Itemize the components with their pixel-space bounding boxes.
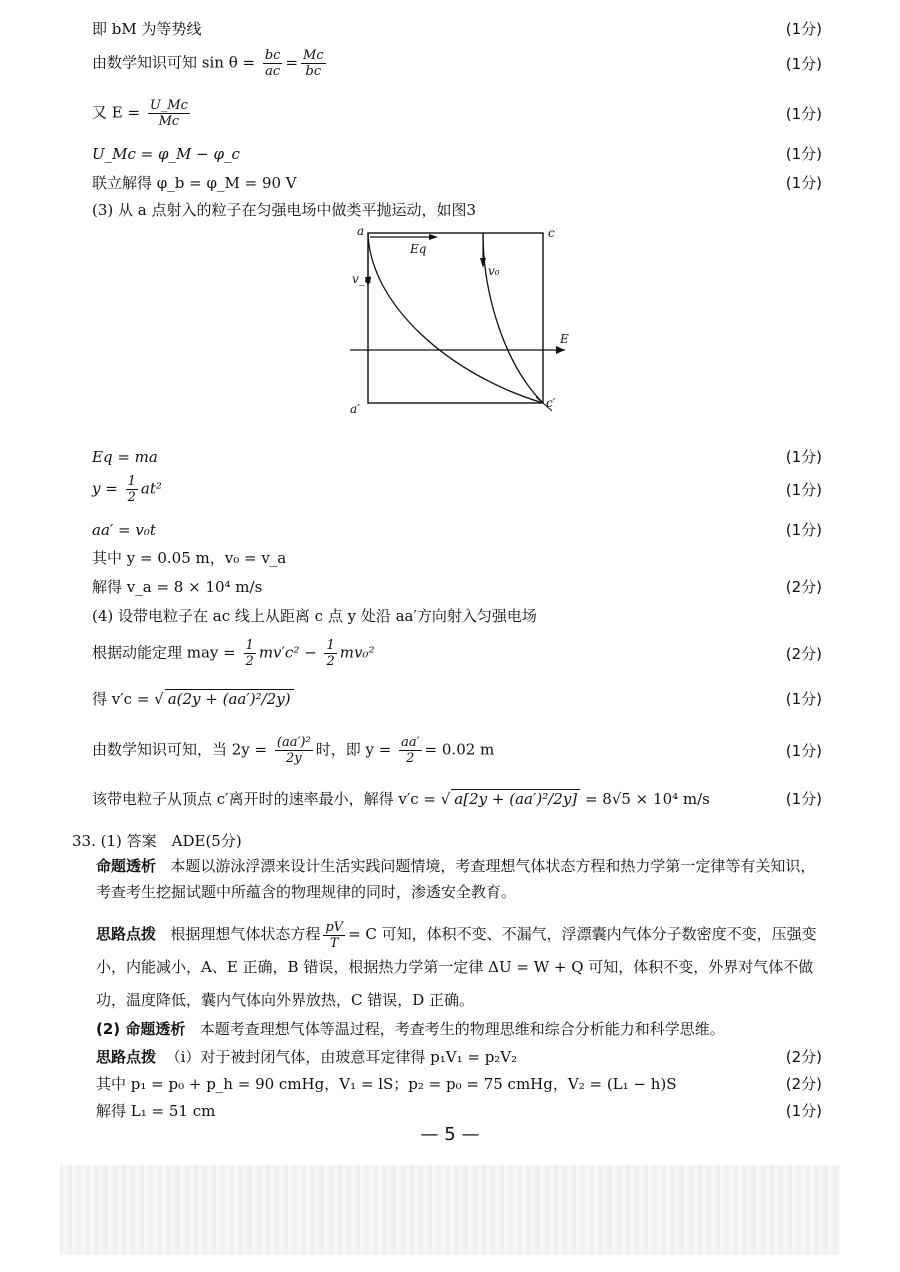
eq-prefix: 该带电粒子从顶点 c′离开时的速率最小，解得 v′c =	[92, 790, 436, 808]
denominator: 2	[326, 654, 335, 669]
label-e: E	[560, 332, 569, 346]
score: (1分)	[785, 105, 822, 123]
score: (1分)	[785, 742, 822, 760]
denominator: ac	[265, 64, 281, 79]
score: (1分)	[785, 521, 822, 539]
q33-analysis	[96, 853, 822, 905]
reasoning2-text: （ⅰ）对于被封闭气体，由玻意耳定律得 p₁V₁ = p₂V₂	[165, 1048, 518, 1066]
sqrt-content: a[2y + (aa′)²/2y]	[451, 789, 580, 808]
fraction	[323, 920, 345, 951]
eq-text	[96, 1046, 786, 1067]
fraction	[126, 474, 138, 505]
score: (1分)	[785, 174, 822, 192]
eq-text: 联立解得 φ_b = φ_M = 90 V	[92, 174, 297, 192]
reasoning-post: = C 可知，体积不变、不漏气，浮漂囊内气体分子数密度不变，压强变小，内能减小，A、E 正确，B 错误，根据热力学第一定律 ΔU = W + Q 可知，体积不变，外界对气体不做功，温度降低，囊内气体向外界放热，C 错误，D 正确。	[96, 925, 817, 1009]
score: (1分)	[785, 55, 822, 73]
score: (2分)	[785, 1075, 822, 1093]
eq-prefix: 由数学知识可知 sin θ =	[92, 53, 256, 72]
eq-text: aa′ = v₀t	[92, 520, 156, 539]
fraction	[324, 638, 336, 669]
eq-line-1	[92, 18, 822, 39]
eq-prefix: 得 v′c =	[92, 690, 150, 708]
numerator: (aa′)²	[276, 735, 311, 750]
denominator: 2	[245, 654, 254, 669]
eq-text: (3) 从 a 点射入的粒子在匀强电场中做类平抛运动，如图3	[92, 201, 477, 219]
reasoning-label: 思路点拨	[96, 925, 157, 943]
score: (2分)	[785, 645, 822, 663]
score: (1分)	[785, 448, 822, 466]
analysis-label: 命题透析	[96, 857, 157, 875]
eq-text: 即 bM 为等势线	[92, 20, 202, 38]
eq-line-3	[92, 98, 822, 129]
eq-line-15	[92, 735, 822, 766]
eq-text	[92, 474, 786, 505]
fraction	[301, 48, 326, 79]
eq-line-8	[92, 474, 822, 505]
eq-line-5	[92, 172, 822, 193]
eq-line-9	[92, 519, 822, 540]
numerator: pV	[325, 919, 344, 935]
numerator: U_Mc	[149, 98, 188, 113]
eq-line-4	[92, 143, 822, 164]
eq-text: 该带电粒子从顶点 c′离开时的速率最小，解得 v′c = √ a[2y + (aa′)²/2y] = 8√5 × 10⁴ m/s	[92, 790, 710, 808]
denominator: 2	[127, 490, 136, 505]
trajectory-from-top	[483, 233, 543, 403]
denominator: bc	[305, 64, 322, 79]
numerator: Mc	[303, 48, 324, 63]
numerator: aa′	[401, 735, 420, 750]
q33-line-32	[96, 1100, 822, 1121]
label-a: a	[357, 224, 365, 238]
numerator: 1	[326, 638, 335, 653]
denominator: T	[329, 935, 339, 951]
eq-suffix: at²	[140, 479, 162, 498]
e-axis-arrow	[556, 346, 565, 354]
sqrt-content: a(2y + (aa′)²/2y)	[165, 689, 294, 708]
eq-term: mv′c² −	[258, 643, 317, 662]
eq-text	[92, 638, 786, 669]
eq-line-13	[92, 638, 822, 669]
label-c: c	[548, 226, 555, 240]
field-rectangle	[368, 233, 543, 403]
eq-line-7	[92, 446, 822, 467]
eq-prefix: 根据动能定理 may =	[92, 643, 236, 662]
analysis-text: 本题以游泳浮漂来设计生活实践问题情境，考查理想气体状态方程和热力学第一定律等有关知识，考查考生挖掘试题中所蕴含的物理规律的同时，渗透安全教育。	[96, 857, 816, 901]
fraction	[275, 735, 313, 766]
reasoning-pre: 根据理想气体状态方程	[170, 925, 321, 943]
score: (2分)	[785, 1048, 822, 1066]
score: (1分)	[785, 1102, 822, 1120]
eq-text	[92, 735, 786, 766]
eq-line-2	[92, 48, 822, 79]
label-v0: v₀	[488, 264, 500, 278]
scan-noise-band	[60, 1165, 840, 1255]
eq-suffix: = 8√5 × 10⁴ m/s	[584, 790, 710, 808]
q33-line-31	[96, 1073, 822, 1094]
numerator: 1	[245, 638, 254, 653]
eq-term: mv₀²	[339, 643, 375, 662]
eq-line-10	[92, 547, 822, 568]
eq-line-11	[92, 576, 822, 597]
label-va: v_a	[352, 272, 372, 286]
label-c-prime: c′	[546, 396, 556, 410]
fraction	[148, 98, 190, 129]
score: (1分)	[785, 481, 822, 499]
eq-prefix: y =	[92, 479, 118, 498]
part2-label: (2) 命题透析	[96, 1020, 186, 1038]
fraction	[244, 638, 256, 669]
score: (1分)	[785, 20, 822, 38]
score: (1分)	[785, 690, 822, 708]
figure-3-diagram	[340, 215, 580, 425]
label-eq: Eq	[410, 242, 427, 256]
eq-arrow-head	[429, 234, 438, 240]
eq-text: 解得 L₁ = 51 cm	[96, 1102, 216, 1120]
q33-heading	[72, 830, 822, 851]
q33-answer: 33. (1) 答案 ADE(5分)	[72, 832, 242, 850]
eq-prefix: 由数学知识可知，当 2y =	[92, 740, 268, 759]
page-number: — 5 —	[420, 1124, 480, 1145]
trajectory-from-a	[368, 233, 543, 403]
eq-text: Eq = ma	[92, 447, 158, 466]
denominator: 2	[406, 751, 415, 766]
eq-text: 其中 y = 0.05 m，v₀ = v_a	[92, 549, 287, 567]
reasoning2-label: 思路点拨	[96, 1048, 157, 1066]
numerator: bc	[264, 48, 281, 63]
score: (1分)	[785, 145, 822, 163]
eq-text	[92, 98, 786, 129]
part2-text: 本题考查理想气体等温过程，考查考生的物理思维和综合分析能力和科学思维。	[199, 1020, 725, 1038]
fraction	[399, 735, 421, 766]
denominator: Mc	[158, 114, 180, 129]
eq-line-14	[92, 688, 822, 709]
label-a-prime: a′	[350, 402, 360, 416]
score: (2分)	[785, 578, 822, 596]
q33-reasoning	[96, 918, 822, 1017]
eq-line-12	[92, 605, 822, 626]
eq-suffix: = 0.02 m	[424, 740, 495, 759]
denominator: 2y	[286, 751, 302, 766]
numerator: 1	[127, 474, 136, 489]
score: (1分)	[785, 790, 822, 808]
eq-text: U_Mc = φ_M − φ_c	[92, 144, 240, 163]
eq-text: 由数学知识可知 sin θ = $\frac{bc}{ac}$ = $\frac{Mc}{bc}$	[92, 48, 324, 79]
eq-text: 其中 p₁ = p₀ + p_h = 90 cmHg，V₁ = lS；p₂ = p₀ = 75 cmHg，V₂ = (L₁ − h)S	[96, 1075, 677, 1093]
fraction	[263, 48, 283, 79]
eq-text: 得 v′c = √ a(2y + (aa′)²/2y)	[92, 688, 786, 709]
q33-line-30	[96, 1046, 822, 1067]
eq-mid: 时，即 y =	[315, 740, 392, 759]
q33-part2-analysis	[96, 1016, 822, 1042]
eq-prefix: 又 E =	[92, 103, 141, 122]
eq-text: (4) 设带电粒子在 ac 线上从距离 c 点 y 处沿 aa′方向射入匀强电场	[92, 607, 537, 625]
eq-line-16	[92, 788, 822, 809]
eq-text: 解得 v_a = 8 × 10⁴ m/s	[92, 578, 263, 596]
